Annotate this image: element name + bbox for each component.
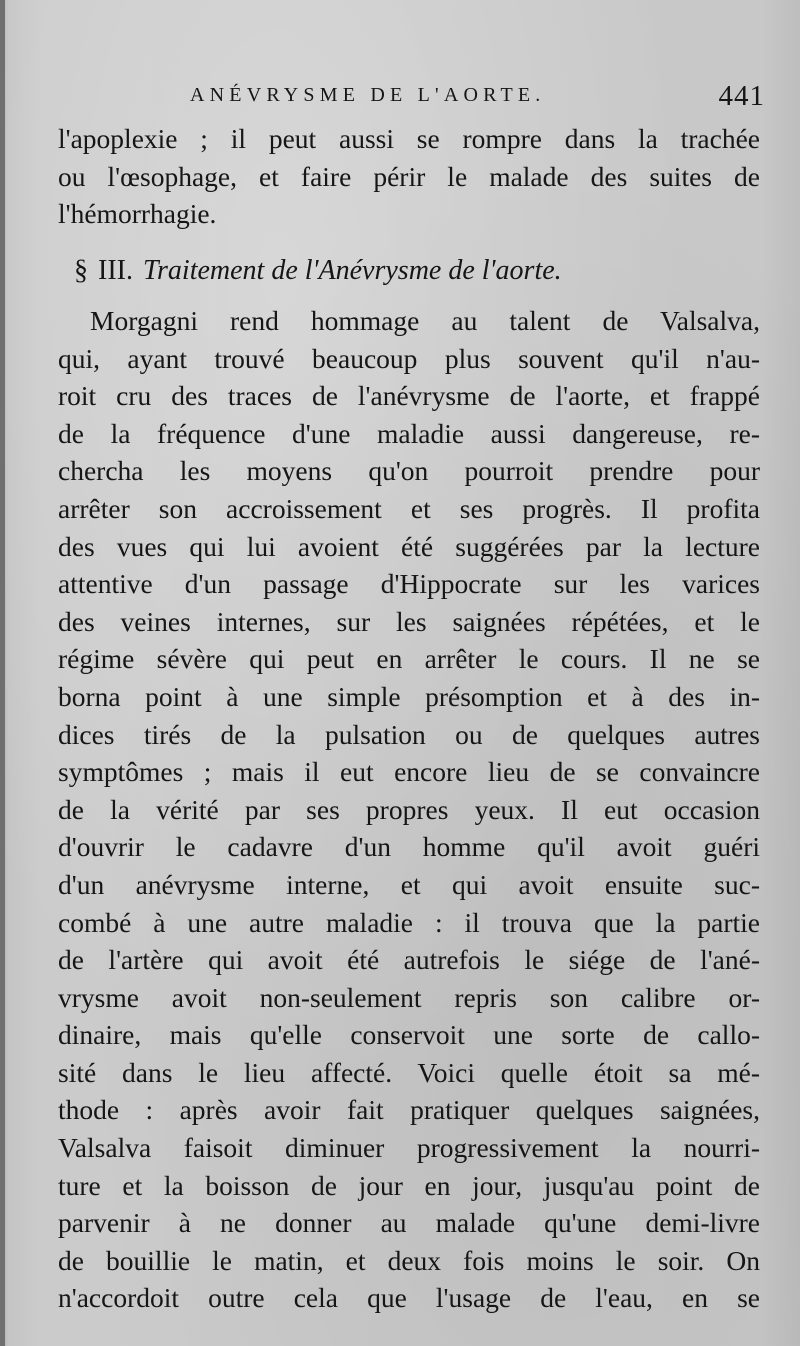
text-line: des veines internes, sur les saignées répétées, et le <box>58 605 760 637</box>
section-number: III. <box>98 255 133 286</box>
text-line: de l'artère qui avoit été autrefois le siége de l'ané- <box>58 944 760 976</box>
text-line: de bouillie le matin, et deux fois moins le soir. On <box>58 1244 760 1276</box>
text-line: combé à une autre maladie : il trouva que la partie <box>58 906 760 938</box>
text-line: dinaire, mais qu'elle conservoit une sorte de callo- <box>58 1019 760 1051</box>
text-line: d'un anévrysme interne, et qui avoit ensuite suc- <box>58 868 760 900</box>
text-line: l'apoplexie ; il peut aussi se rompre dans la trachée <box>58 123 760 154</box>
body-paragraph <box>58 302 760 1317</box>
text-line: dices tirés de la pulsation ou de quelques autres <box>58 718 760 750</box>
text-line: thode : après avoir fait pratiquer quelques saignées, <box>58 1094 760 1126</box>
text-line: l'hémorrhagie. <box>58 198 217 230</box>
text-line: Valsalva faisoit diminuer progressivement la nourri- <box>58 1132 760 1164</box>
page-number: 441 <box>718 80 765 112</box>
section-title: Traitement de l'Anévrysme de l'aorte. <box>142 255 562 286</box>
text-line: roit cru des traces de l'anévrysme de l'aorte, et frappé <box>58 380 760 412</box>
text-line: d'ouvrir le cadavre d'un homme qu'il avoit guéri <box>58 831 760 863</box>
text-line: sité dans le lieu affecté. Voici quelle étoit sa mé- <box>58 1056 760 1088</box>
text-line: ture et la boisson de jour en jour, jusqu'au point de <box>58 1169 760 1201</box>
text-line: parvenir à ne donner au malade qu'une demi-livre <box>58 1207 760 1239</box>
text-line: n'accordoit outre cela que l'usage de l'eau, en se <box>58 1282 760 1314</box>
text-line: attentive d'un passage d'Hippocrate sur les varices <box>58 568 760 600</box>
page-header <box>190 80 765 114</box>
text-line: de la vérité par ses propres yeux. Il eut occasion <box>58 793 760 825</box>
text-line: symptômes ; mais il eut encore lieu de se convaincre <box>58 756 760 788</box>
text-line: borna point à une simple présomption et à des in- <box>58 680 760 712</box>
text-line: Morgagni rend hommage au talent de Valsalva, <box>90 305 760 336</box>
text-line: arrêter son accroissement et ses progrès. Il profita <box>58 492 760 524</box>
text-line: qui, ayant trouvé beaucoup plus souvent qu'il n'au- <box>58 342 760 374</box>
running-title: ANÉVRYSME DE L'AORTE. <box>190 84 546 106</box>
text-line: de la fréquence d'une maladie aussi dangereuse, re- <box>58 417 760 449</box>
text-line: régime sévère qui peut en arrêter le cours. Il ne se <box>58 643 760 675</box>
text-line: ou l'œsophage, et faire périr le malade des suites de <box>58 160 760 192</box>
intro-paragraph <box>58 120 760 233</box>
text-line: vrysme avoit non-seulement repris son calibre or- <box>58 981 760 1013</box>
text-line: chercha les moyens qu'on pourroit prendre pour <box>58 455 760 487</box>
section-heading <box>74 251 764 291</box>
text-line: des vues qui lui avoient été suggérées par la lecture <box>58 530 760 562</box>
page-edge-shadow <box>0 0 5 1346</box>
section-mark: § <box>74 255 88 286</box>
